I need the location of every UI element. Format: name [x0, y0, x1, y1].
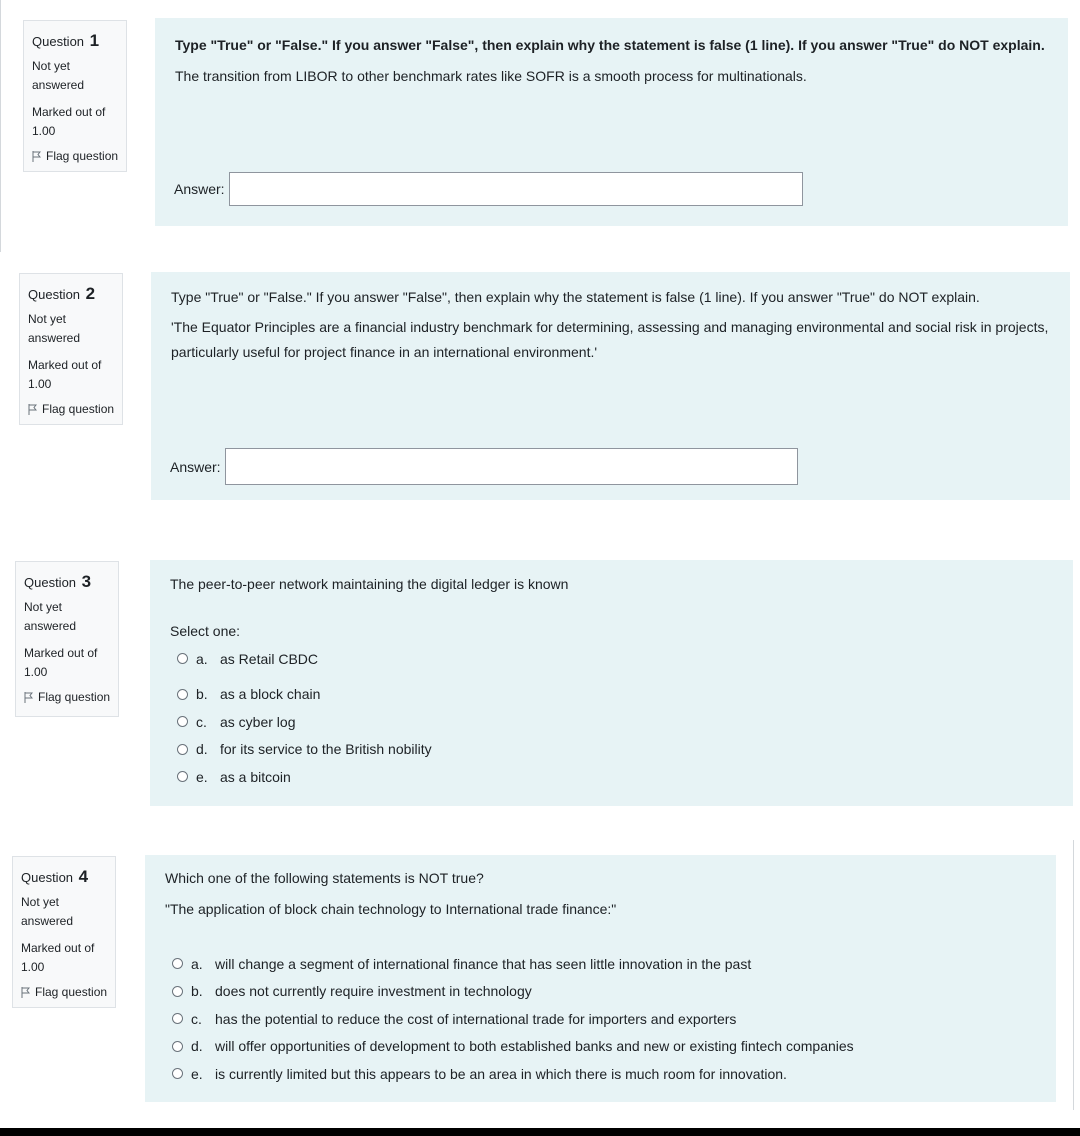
question-text: Type "True" or "False." If you answer "False", then explain why the statement is false (1 line). If you answer "True" do NOT explain. The transition from LIBOR to other benchmark rates like SOFR is a smooth process for multinationals. — [175, 33, 1050, 89]
bottom-bar — [0, 1128, 1080, 1136]
state-line: answered — [32, 78, 85, 92]
answer-label: Answer: — [174, 181, 225, 197]
radio-button[interactable] — [177, 771, 188, 782]
answer-option[interactable]: e. is currently limited but this appears to be an area in which there is much room for innovation. — [172, 1060, 854, 1088]
radio-button[interactable] — [177, 716, 188, 727]
page-divider — [0, 0, 1, 252]
statement: "The application of block chain technology to International trade finance:" — [165, 901, 617, 917]
grade-label: Marked out of — [32, 105, 106, 119]
grade-value: 1.00 — [32, 124, 56, 138]
answer-row — [174, 172, 803, 206]
answer-option[interactable]: b. as a block chain — [177, 681, 432, 709]
question-number: Question 3 — [24, 572, 92, 591]
question-text: The peer-to-peer network maintaining the digital ledger is known — [170, 576, 569, 592]
question-info-1 — [23, 20, 127, 172]
grade-label: Marked out of — [21, 941, 95, 955]
state-line: Not yet — [32, 59, 71, 73]
flag-icon — [28, 404, 37, 415]
flag-icon — [21, 987, 30, 998]
state-line: answered — [21, 914, 74, 928]
answer-option[interactable]: a. will change a segment of international finance that has seen little innovation in the past — [172, 950, 854, 978]
question-text: Type "True" or "False." If you answer "False", then explain why the statement is false (1 line). If you answer "True" do NOT explain. 'The Equator Principles are a financial industry benchmark for determining, assessing and managing environmental and social risk in projects, particularly useful for project finance in an international environment.' — [171, 285, 1052, 365]
question-number: Question 1 — [32, 31, 100, 50]
question-info-3 — [15, 561, 119, 717]
radio-button[interactable] — [172, 1013, 183, 1024]
radio-button[interactable] — [172, 1068, 183, 1079]
answer-option[interactable]: e. as a bitcoin — [177, 763, 432, 791]
statement: The transition from LIBOR to other benchmark rates like SOFR is a smooth process for multinationals. — [175, 68, 807, 84]
state-line: answered — [28, 331, 81, 345]
state-line: Not yet — [28, 312, 67, 326]
grade-label: Marked out of — [24, 646, 98, 660]
flag-icon — [24, 692, 33, 703]
flag-question-button[interactable]: Flag question — [32, 149, 126, 163]
question-text: Which one of the following statements is NOT true? "The application of block chain technology to International trade finance:" — [165, 866, 1038, 922]
statement: 'The Equator Principles are a financial industry benchmark for determining, assessing and managing environmental and social risk in projects, particularly useful for project finance in an international environment.' — [171, 319, 1049, 360]
radio-button[interactable] — [177, 689, 188, 700]
answer-option[interactable]: c. has the potential to reduce the cost of international trade for importers and exporters — [172, 1005, 854, 1033]
flag-question-button[interactable]: Flag question — [24, 690, 118, 704]
answer-input[interactable] — [229, 172, 803, 206]
answer-input[interactable] — [225, 448, 798, 485]
flag-icon — [32, 151, 41, 162]
question-number: Question 4 — [21, 867, 89, 886]
radio-button[interactable] — [177, 653, 188, 664]
state-line: answered — [24, 619, 77, 633]
question-info-2 — [19, 273, 123, 425]
answer-option[interactable]: a. as Retail CBDC — [177, 645, 432, 673]
answer-label: Answer: — [170, 458, 221, 475]
answer-option[interactable]: c. as cyber log — [177, 708, 432, 736]
answer-option[interactable]: d. will offer opportunities of development to both established banks and new or existing fintech companies — [172, 1033, 854, 1061]
answer-option[interactable]: d. for its service to the British nobility — [177, 736, 432, 764]
flag-question-button[interactable]: Flag question — [28, 402, 122, 416]
radio-button[interactable] — [177, 744, 188, 755]
grade-value: 1.00 — [28, 377, 52, 391]
state-line: Not yet — [21, 895, 60, 909]
answer-options — [177, 645, 432, 791]
question-number: Question 2 — [28, 284, 96, 303]
grade-label: Marked out of — [28, 358, 102, 372]
radio-button[interactable] — [172, 986, 183, 997]
page-divider — [1073, 840, 1074, 1110]
answer-row — [170, 448, 798, 485]
select-one-label: Select one: — [170, 623, 241, 639]
radio-button[interactable] — [172, 958, 183, 969]
radio-button[interactable] — [172, 1041, 183, 1052]
flag-question-button[interactable]: Flag question — [21, 985, 115, 999]
grade-value: 1.00 — [21, 960, 45, 974]
grade-value: 1.00 — [24, 665, 48, 679]
question-info-4 — [12, 856, 116, 1008]
answer-option[interactable]: b. does not currently require investment in technology — [172, 978, 854, 1006]
state-line: Not yet — [24, 600, 63, 614]
answer-options — [172, 950, 854, 1088]
